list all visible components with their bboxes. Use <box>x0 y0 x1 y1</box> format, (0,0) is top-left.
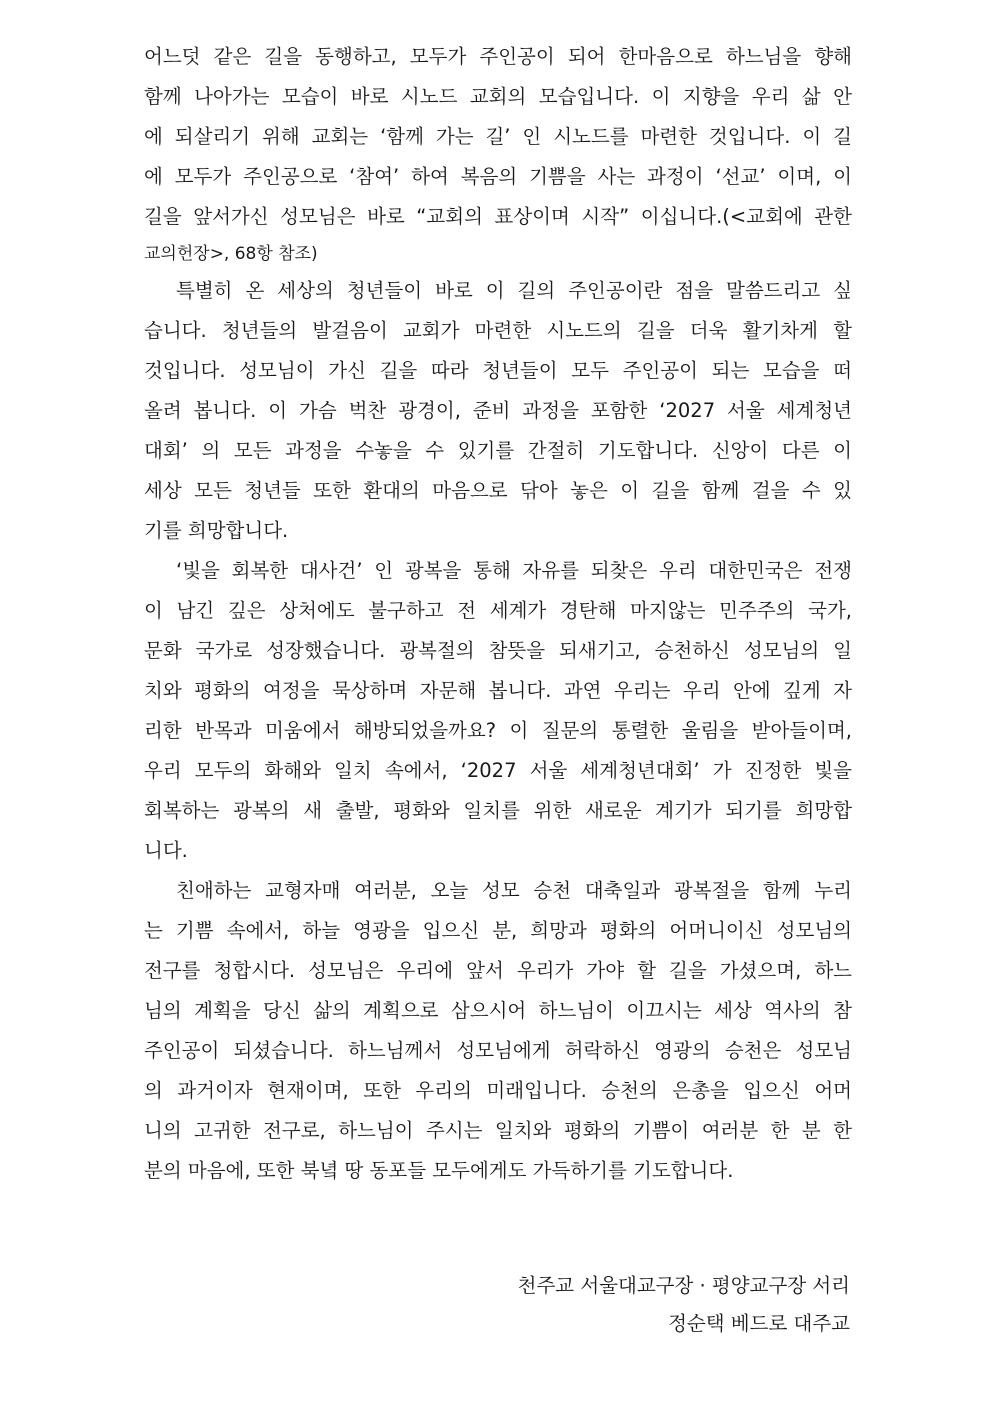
p3-line-7: 회복하는 광복의 새 출발, 평화와 일치를 위한 새로운 계기가 되기를 희망합 <box>144 799 852 822</box>
p4-line-5: 주인공이 되셨습니다. 하느님께서 성모님에게 허락하신 영광의 승천은 성모님 <box>144 1039 852 1062</box>
p1-line-2: 함께 나아가는 모습이 바로 시노드 교회의 모습입니다. 이 지향을 우리 삶 안 <box>144 85 852 108</box>
p4-line-8: 분의 마음에, 또한 북녘 땅 동포들 모두에게도 가득하기를 기도합니다. <box>144 1159 734 1182</box>
p3-line-2: 이 남긴 깊은 상처에도 불구하고 전 세계가 경탄해 마지않는 민주주의 국가, <box>144 599 852 622</box>
p3-line-6: 우리 모두의 화해와 일치 속에서, ‘2027 서울 세계청년대회’ 가 진정한 빛을 <box>144 759 852 782</box>
signature-name: 정순택 베드로 대주교 <box>668 1312 850 1335</box>
p4-line-2: 는 기쁨 속에서, 하늘 영광을 입으신 분, 희망과 평화의 어머니이신 성모님의 <box>144 919 852 942</box>
p1-line-3: 에 되살리기 위해 교회는 ‘함께 가는 길’ 인 시노드를 마련한 것입니다. 이 길 <box>144 125 852 148</box>
p2-line-1: 특별히 온 세상의 청년들이 바로 이 길의 주인공이란 점을 말씀드리고 싶 <box>176 279 852 302</box>
p2-line-3: 것입니다. 성모님이 가신 길을 따라 청년들이 모두 주인공이 되는 모습을 떠 <box>144 359 852 382</box>
p3-line-4: 치와 평화의 여정을 묵상하며 자문해 봅니다. 과연 우리는 우리 안에 깊게 자 <box>144 679 852 702</box>
signature-block <box>518 1267 850 1343</box>
letter-body <box>144 37 852 1191</box>
p2-line-2: 습니다. 청년들의 발걸음이 교회가 마련한 시노드의 길을 더욱 활기차게 할 <box>144 319 852 342</box>
p3-line-1: ‘빛을 회복한 대사건’ 인 광복을 통해 자유를 되찾은 우리 대한민국은 전쟁 <box>176 559 852 582</box>
p4-line-1: 친애하는 교형자매 여러분, 오늘 성모 승천 대축일과 광복절을 함께 누리 <box>176 879 852 902</box>
p1-line-6: 교의헌장>, 68항 참조) <box>144 244 318 264</box>
p3-line-8: 니다. <box>144 839 188 862</box>
p3-line-5: 리한 반목과 미움에서 해방되었을까요? 이 질문의 통렬한 울림을 받아들이며, <box>144 719 852 742</box>
p2-line-5: 대회’ 의 모든 과정을 수놓을 수 있기를 간절히 기도합니다. 신앙이 다른 이 <box>144 439 852 462</box>
p1-line-5: 길을 앞서가신 성모님은 바로 “교회의 표상이며 시작” 이십니다.(<교회에 관한 <box>144 205 852 228</box>
p2-line-6: 세상 모든 청년들 또한 환대의 마음으로 닦아 놓은 이 길을 함께 걸을 수 있 <box>144 479 852 502</box>
p1-line-1: 어느덧 같은 길을 동행하고, 모두가 주인공이 되어 한마음으로 하느님을 향해 <box>144 45 852 68</box>
signature-title: 천주교 서울대교구장 · 평양교구장 서리 <box>517 1274 850 1297</box>
p3-line-3: 문화 국가로 성장했습니다. 광복절의 참뜻을 되새기고, 승천하신 성모님의 일 <box>144 639 852 662</box>
p1-line-4: 에 모두가 주인공으로 ‘참여’ 하여 복음의 기쁨을 사는 과정이 ‘선교’ 이며, 이 <box>144 165 852 188</box>
p2-line-7: 기를 희망합니다. <box>144 519 289 542</box>
p4-line-4: 님의 계획을 당신 삶의 계획으로 삼으시어 하느님이 이끄시는 세상 역사의 참 <box>144 999 852 1022</box>
p4-line-6: 의 과거이자 현재이며, 또한 우리의 미래입니다. 승천의 은총을 입으신 어머 <box>144 1079 852 1102</box>
p4-line-3: 전구를 청합시다. 성모님은 우리에 앞서 우리가 가야 할 길을 가셨으며, 하느 <box>144 959 852 982</box>
p2-line-4: 올려 봅니다. 이 가슴 벅찬 광경이, 준비 과정을 포함한 ‘2027 서울 세계청년 <box>144 399 852 422</box>
p4-line-7: 니의 고귀한 전구로, 하느님이 주시는 일치와 평화의 기쁨이 여러분 한 분 한 <box>144 1119 852 1142</box>
